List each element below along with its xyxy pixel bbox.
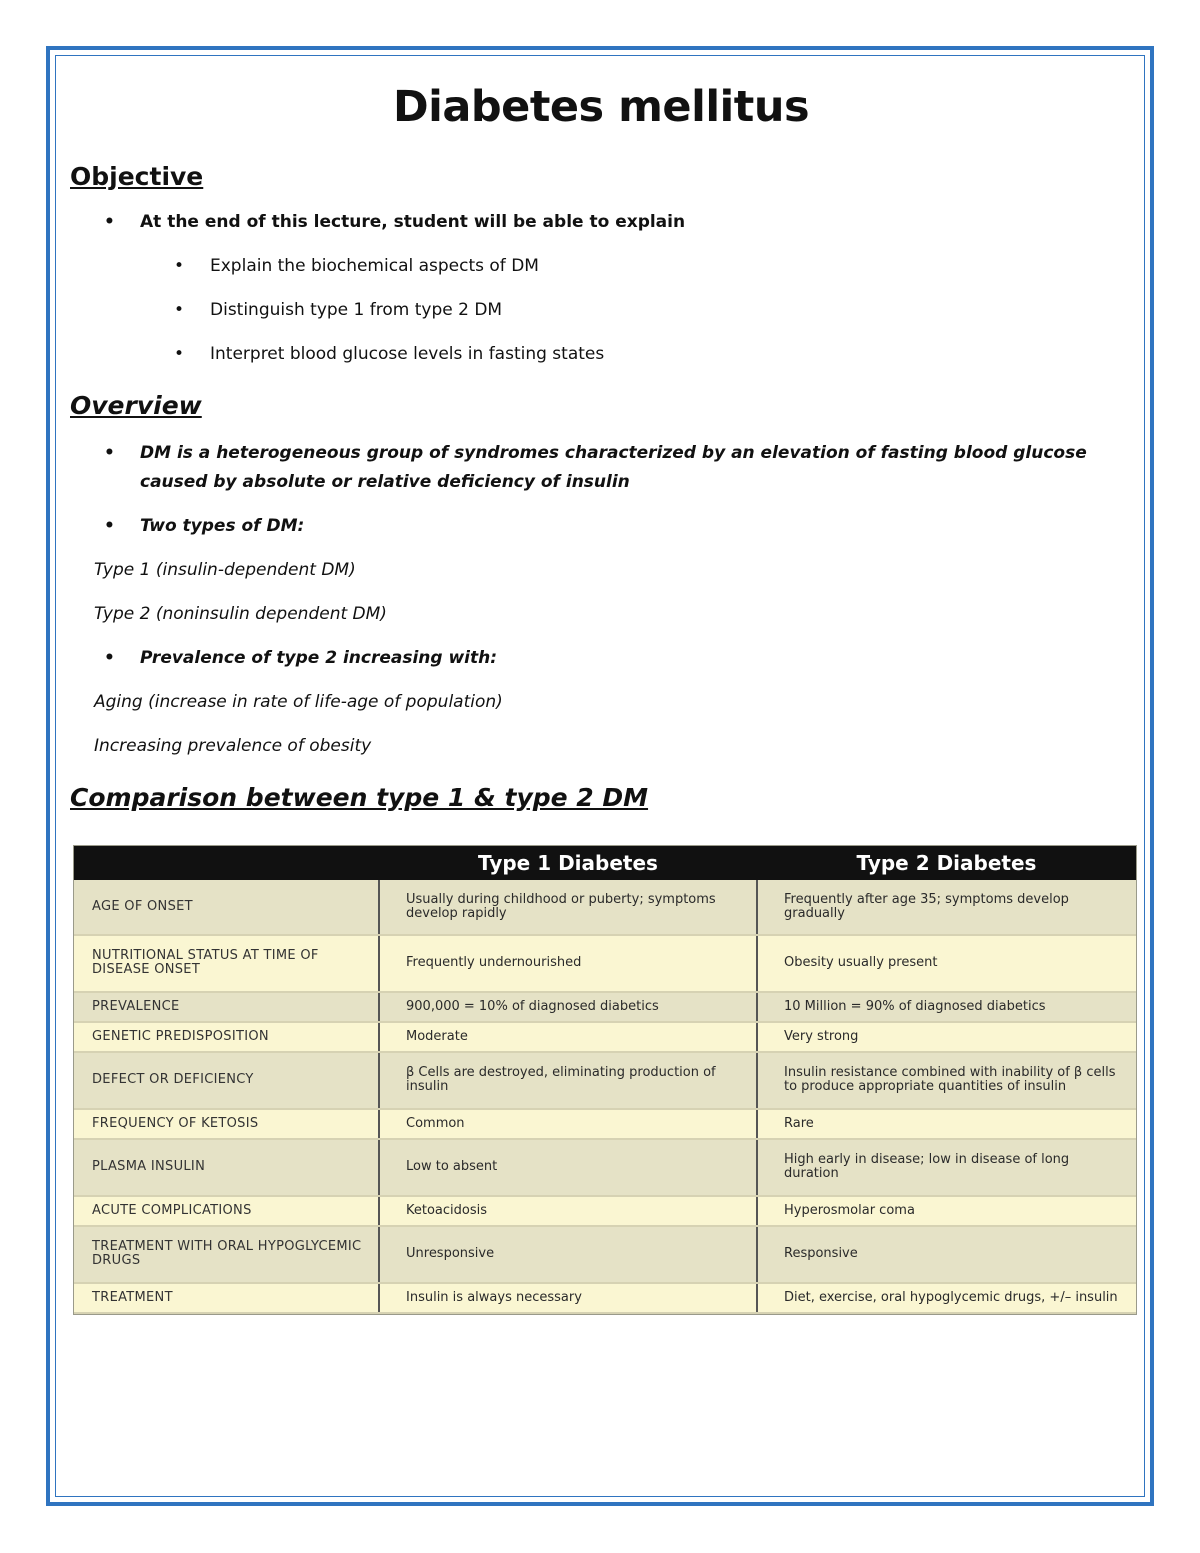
type2-cell: Diet, exercise, oral hypoglycemic drugs, +/– insulin	[757, 1283, 1136, 1313]
type2-cell: Hyperosmolar coma	[757, 1196, 1136, 1226]
type2-cell: Obesity usually present	[757, 935, 1136, 992]
row-label: TREATMENT	[74, 1283, 379, 1313]
objective-list	[70, 208, 1132, 369]
table-header-row	[74, 846, 1136, 880]
overview-definition: • DM is a heterogeneous group of syndromes characterized by an elevation of fasting blood glucose caused by absolute or relative deficiency of insulin	[70, 439, 1132, 497]
overview-prevalence-label: • Prevalence of type 2 increasing with:	[70, 644, 1132, 673]
header-cell-blank	[74, 846, 379, 880]
type1-cell: Unresponsive	[379, 1226, 757, 1283]
type1-cell: Usually during childhood or puberty; symptoms develop rapidly	[379, 880, 757, 935]
comparison-heading: Comparison between type 1 & type 2 DM	[70, 783, 649, 812]
overview-factor-aging: Aging (increase in rate of life-age of population)	[94, 692, 503, 712]
overview-prevalence-list	[70, 644, 1132, 673]
table-row	[74, 1022, 1136, 1052]
table-row	[74, 1226, 1136, 1283]
overview-type2: Type 2 (noninsulin dependent DM)	[94, 604, 387, 624]
row-label: GENETIC PREDISPOSITION	[74, 1022, 379, 1052]
header-cell-type1: Type 1 Diabetes	[379, 846, 757, 880]
page-title: Diabetes mellitus	[392, 82, 810, 132]
type1-cell: Low to absent	[379, 1139, 757, 1196]
comparison-table-figure	[73, 845, 1137, 1315]
type2-cell: Insulin resistance combined with inability of β cells to produce appropriate quantities of insulin	[757, 1052, 1136, 1109]
row-label: PLASMA INSULIN	[74, 1139, 379, 1196]
type2-cell: High early in disease; low in disease of long duration	[757, 1139, 1136, 1196]
row-label: AGE OF ONSET	[74, 880, 379, 935]
comparison-table	[74, 846, 1136, 1314]
row-label: PREVALENCE	[74, 992, 379, 1022]
overview-list	[70, 439, 1132, 541]
type1-cell: Frequently undernourished	[379, 935, 757, 992]
row-label: DEFECT OR DEFICIENCY	[74, 1052, 379, 1109]
table-row	[74, 1052, 1136, 1109]
type2-cell: 10 Million = 90% of diagnosed diabetics	[757, 992, 1136, 1022]
overview-heading: Overview	[70, 391, 202, 420]
type1-cell: β Cells are destroyed, eliminating production of insulin	[379, 1052, 757, 1109]
objective-item: • Distinguish type 1 from type 2 DM	[70, 296, 1132, 325]
type1-cell: 900,000 = 10% of diagnosed diabetics	[379, 992, 757, 1022]
type1-cell: Ketoacidosis	[379, 1196, 757, 1226]
overview-factor-obesity: Increasing prevalence of obesity	[94, 736, 372, 756]
overview-types-label: • Two types of DM:	[70, 512, 1132, 541]
type2-cell: Responsive	[757, 1226, 1136, 1283]
table-row	[74, 1139, 1136, 1196]
header-cell-type2: Type 2 Diabetes	[757, 846, 1136, 880]
row-label: TREATMENT WITH ORAL HYPOGLYCEMIC DRUGS	[74, 1226, 379, 1283]
type1-cell: Common	[379, 1109, 757, 1139]
row-label: ACUTE COMPLICATIONS	[74, 1196, 379, 1226]
table-row	[74, 1196, 1136, 1226]
row-label: NUTRITIONAL STATUS AT TIME OF DISEASE ONSET	[74, 935, 379, 992]
objective-intro: • At the end of this lecture, student will be able to explain	[70, 208, 1132, 237]
table-row	[74, 1283, 1136, 1313]
row-label: FREQUENCY OF KETOSIS	[74, 1109, 379, 1139]
type2-cell: Rare	[757, 1109, 1136, 1139]
table-row	[74, 880, 1136, 935]
type2-cell: Frequently after age 35; symptoms develop gradually	[757, 880, 1136, 935]
objective-item: • Explain the biochemical aspects of DM	[70, 252, 1132, 281]
type2-cell: Very strong	[757, 1022, 1136, 1052]
document-content	[70, 78, 1132, 815]
objective-item: • Interpret blood glucose levels in fasting states	[70, 340, 1132, 369]
type1-cell: Moderate	[379, 1022, 757, 1052]
type1-cell: Insulin is always necessary	[379, 1283, 757, 1313]
objective-heading: Objective	[70, 162, 204, 191]
table-row	[74, 1109, 1136, 1139]
table-row	[74, 992, 1136, 1022]
table-row	[74, 935, 1136, 992]
overview-type1: Type 1 (insulin-dependent DM)	[94, 560, 356, 580]
